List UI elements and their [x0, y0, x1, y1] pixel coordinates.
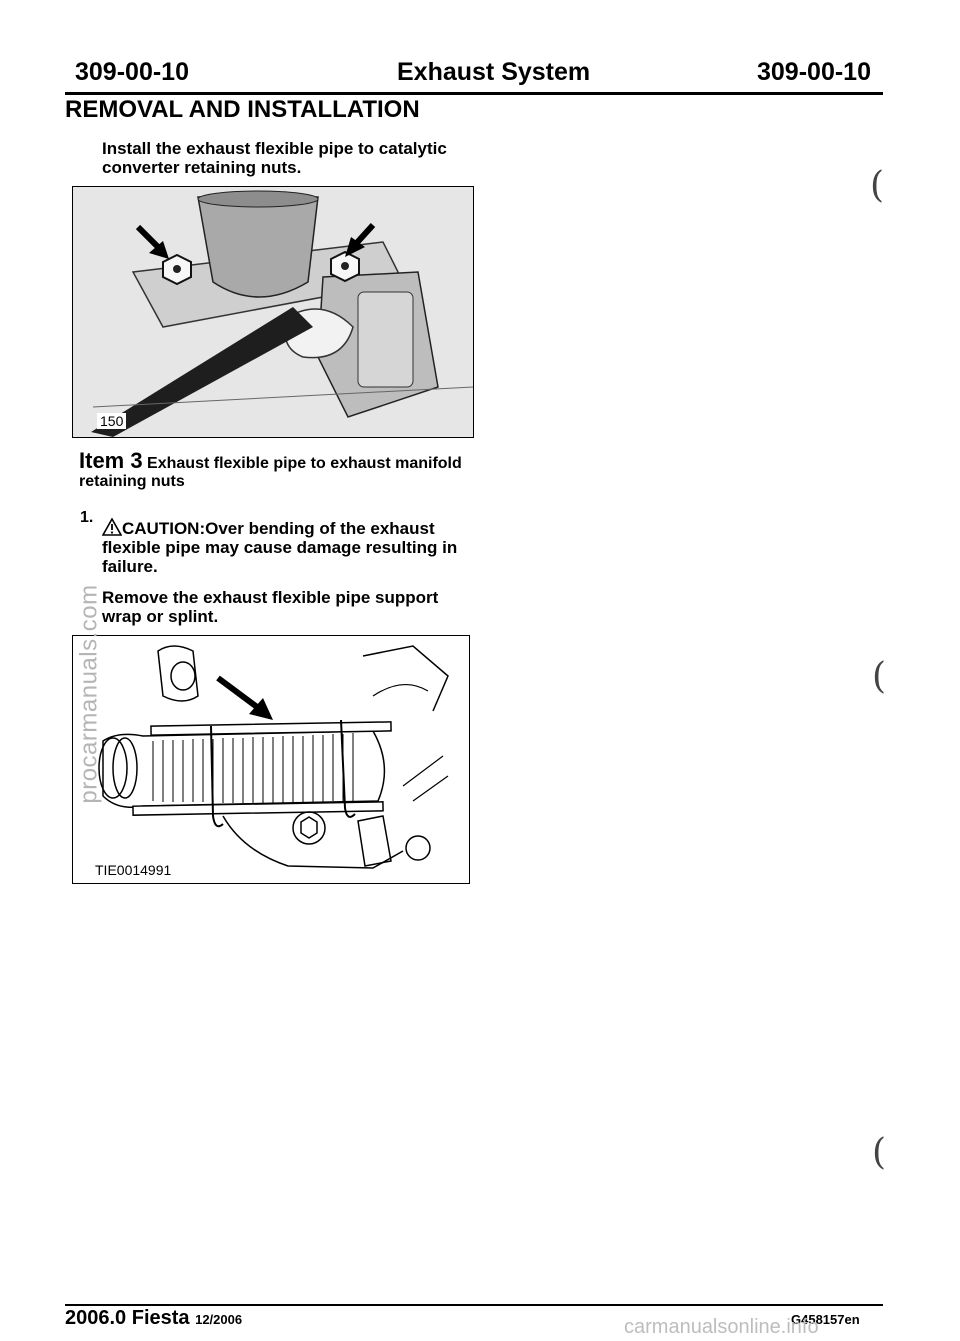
- item-description: Exhaust flexible pipe to exhaust manifold: [147, 455, 462, 472]
- footer-model-name: 2006.0 Fiesta: [65, 1307, 190, 1329]
- caution-line: CAUTION:Over bending of the exhaust: [122, 519, 435, 538]
- header-title: Exhaust System: [397, 58, 591, 86]
- warning-triangle-icon: [102, 518, 122, 536]
- bottom-watermark: carmanualsonline.info: [624, 1316, 819, 1338]
- header-right-code: 309-00-10: [757, 58, 871, 86]
- footer-divider: [65, 1304, 883, 1306]
- figure-catalytic-converter-nuts: [72, 186, 474, 438]
- footer-model: [65, 1307, 242, 1330]
- margin-bracket-mark: (: [872, 1132, 887, 1173]
- footer-doc-code: G458157en: [791, 1312, 860, 1327]
- caution-block: [102, 518, 482, 576]
- caution-line: failure.: [102, 557, 158, 576]
- item-number: Item 3: [79, 448, 143, 473]
- figure-id-label: TIE0014991: [95, 862, 172, 878]
- step-number: 1.: [80, 509, 94, 526]
- step-action: [102, 588, 438, 626]
- instruction-line: converter retaining nuts.: [102, 158, 302, 177]
- section-title: REMOVAL AND INSTALLATION: [65, 96, 420, 123]
- side-watermark: procarmanuals.com: [75, 584, 103, 804]
- instruction-text: [102, 139, 447, 177]
- figure-flexible-pipe-support: [72, 635, 470, 884]
- item-heading: [79, 448, 479, 491]
- action-line: wrap or splint.: [102, 607, 219, 626]
- action-line: Remove the exhaust flexible pipe support: [102, 588, 439, 607]
- margin-bracket-mark: (: [872, 656, 887, 697]
- header-left-code: 309-00-10: [75, 58, 189, 86]
- caution-line: flexible pipe may cause damage resulting in: [102, 538, 458, 557]
- flexible-pipe-illustration: [73, 636, 469, 883]
- figure-id-label: 150: [97, 413, 126, 429]
- instruction-line: Install the exhaust flexible pipe to catalytic: [102, 139, 447, 158]
- header-divider: [65, 92, 883, 95]
- footer-date: 12/2006: [195, 1312, 243, 1327]
- margin-bracket-mark: (: [870, 165, 885, 206]
- item-description-line2: retaining nuts: [79, 473, 185, 490]
- exhaust-manifold-illustration: [73, 187, 473, 437]
